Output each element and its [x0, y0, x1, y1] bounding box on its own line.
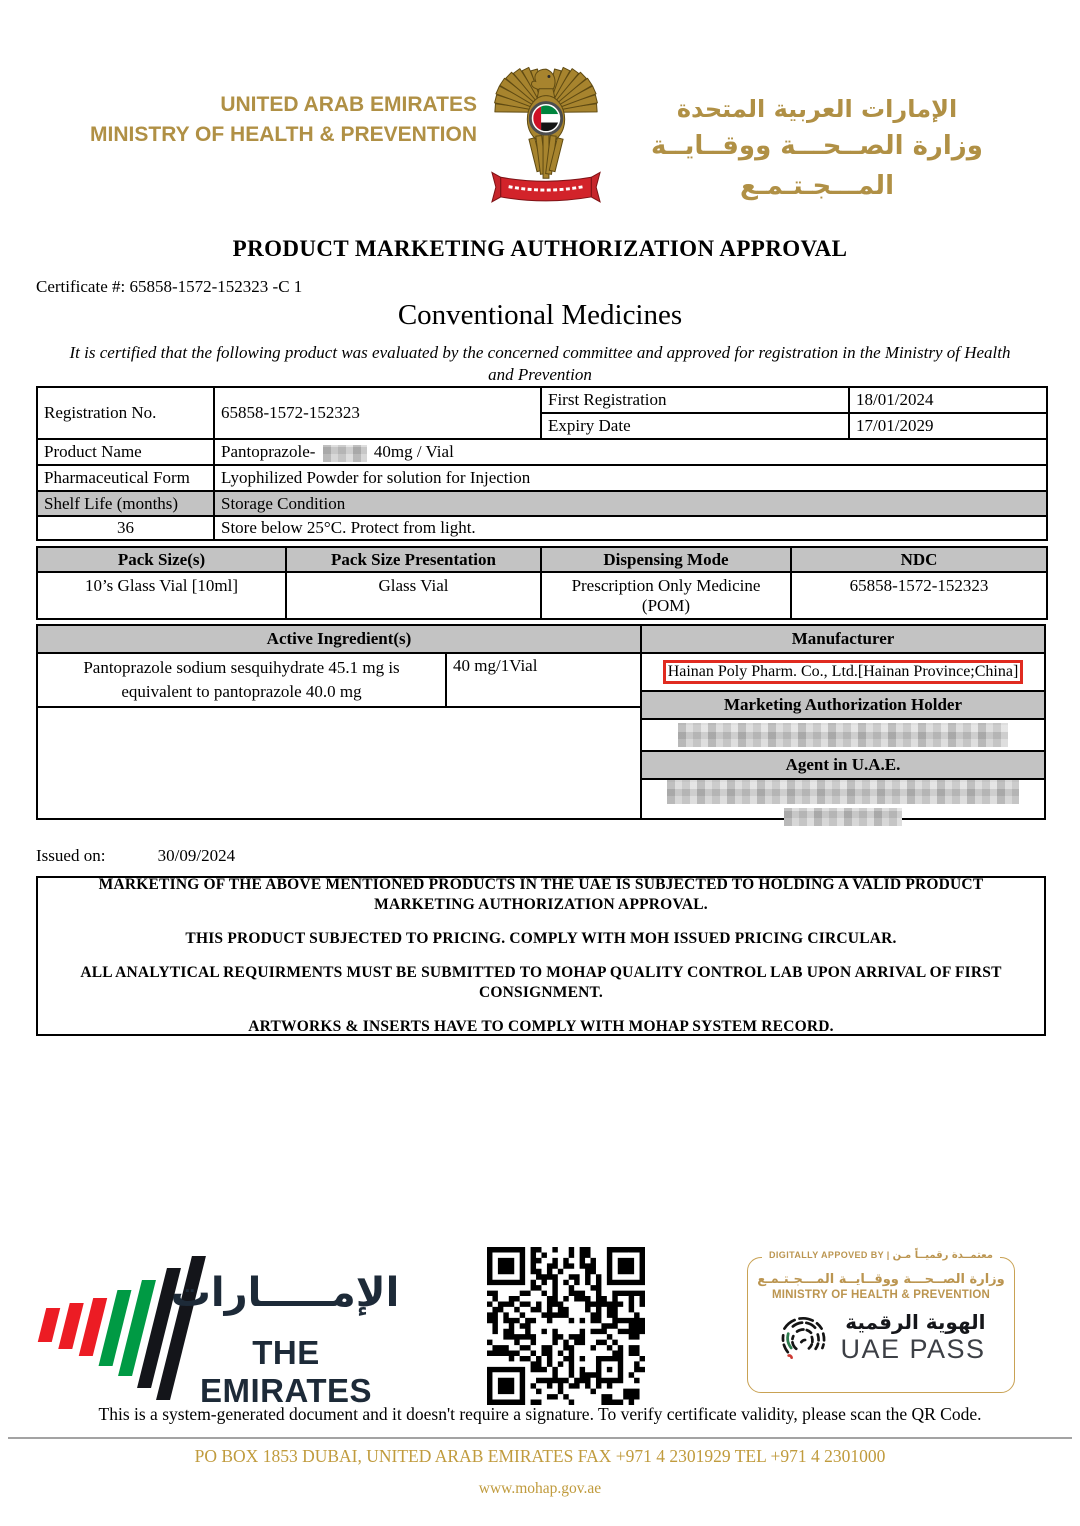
uae-falcon-emblem-icon: [487, 62, 605, 208]
shelf-life-label: Shelf Life (months): [37, 491, 214, 516]
first-registration-date: 18/01/2024: [849, 387, 1047, 413]
manufacturer-header: Manufacturer: [791, 629, 895, 648]
digitally-approved-en: DIGITALLY APPOVED BY: [769, 1250, 884, 1260]
pack-table: [36, 546, 1048, 620]
storage-condition-value: Store below 25°C. Protect from light.: [214, 516, 1047, 540]
ndc-header: NDC: [791, 547, 1047, 572]
emirates-logo-arabic: الإمـــــارات: [170, 1270, 400, 1316]
notice-marketing: MARKETING OF THE ABOVE MENTIONED PRODUCTS IN THE UAE IS SUBJECTED TO HOLDING A VALID PRODUCT MARKETING AUTHORIZATION APPROVAL.: [98, 876, 984, 913]
active-ingredients-header: Active Ingredient(s): [38, 626, 642, 652]
ingredients-manufacturer-table: [36, 624, 1046, 820]
uae-pass-badge: [747, 1250, 1015, 1393]
redacted-brand-name: [323, 445, 367, 462]
expiry-date-value: 17/01/2029: [849, 413, 1047, 439]
manufacturer-value-highlighted: Hainan Poly Pharm. Co., Ltd.[Hainan Province;China]: [663, 660, 1024, 684]
pack-presentation-value: Glass Vial: [286, 572, 541, 619]
notice-analytical: ALL ANALYTICAL REQUIRMENTS MUST BE SUBMITTED TO MOHAP QUALITY CONTROL LAB UPON ARRIVAL OF FIRST CONSIGNMENT.: [80, 964, 1002, 1001]
notice-pricing: THIS PRODUCT SUBJECTED TO PRICING. COMPLY WITH MOH ISSUED PRICING CIRCULAR.: [185, 930, 897, 947]
redacted-agent-line1: [667, 780, 1019, 804]
uae-pass-wordmark: UAE PASS: [840, 1334, 986, 1364]
category-title: Conventional Medicines: [397, 299, 683, 331]
notices-box: [36, 876, 1046, 1036]
ingredient-description: Pantoprazole sodium sesquihydrate 45.1 mg is equivalent to pantoprazole 40.0 mg: [38, 654, 447, 706]
pharmaceutical-form-label: Pharmaceutical Form: [37, 465, 214, 491]
pack-presentation-header: Pack Size Presentation: [286, 547, 541, 572]
the-emirates-logo: [40, 1248, 400, 1409]
redacted-agent-line2: [784, 808, 902, 826]
header-ministry-ar: وزارة الصــحـــة ووقــايــة المـــجـتـمـع: [651, 131, 983, 201]
shelf-life-value: 36: [37, 516, 214, 540]
ndc-value: 65858-1572-152323: [791, 572, 1047, 619]
empty-cell: [38, 708, 640, 818]
header-country-ar: الإمارات العربية المتحدة: [676, 95, 958, 123]
ministry-name-arabic: [612, 92, 1022, 206]
certification-statement: It is certified that the following product was evaluated by the concerned committee and approved for registration in the Ministry of Health and Prevention: [69, 343, 1011, 384]
header-country-en: UNITED ARAB EMIRATES: [220, 93, 477, 116]
digitally-approved-ar: معتمــدة رقميــاً مـن: [892, 1250, 993, 1261]
mah-value-redacted: [642, 720, 1044, 750]
issued-on-label: Issued on:: [36, 846, 106, 865]
registration-no-value: 65858-1572-152323: [214, 387, 541, 439]
pharmaceutical-form-value: Lyophilized Powder for solution for Injection: [214, 465, 1047, 491]
ministry-name-english: [55, 90, 477, 150]
certificate-number: Certificate #: 65858-1572-152323 -C 1: [36, 277, 303, 296]
label-divider: |: [886, 1250, 893, 1260]
dispensing-mode-header: Dispensing Mode: [541, 547, 791, 572]
fingerprint-icon: [776, 1310, 830, 1364]
qr-code: [487, 1247, 645, 1405]
badge-ministry-arabic: وزارة الصــحـــة ووقــايــة المـــجـتـمـع: [757, 1272, 1005, 1287]
badge-ministry-english: MINISTRY OF HEALTH & PREVENTION: [771, 1289, 991, 1301]
product-name-prefix: Pantoprazole-: [221, 442, 316, 461]
first-registration-label: First Registration: [541, 387, 849, 413]
dispensing-mode-value: Prescription Only Medicine (POM): [541, 572, 791, 619]
digitally-approved-label: [762, 1250, 1000, 1261]
issued-on-date: 30/09/2024: [157, 846, 236, 865]
mah-header: Marketing Authorization Holder: [642, 690, 1044, 720]
ingredient-strength: 40 mg/1Vial: [453, 656, 538, 675]
product-name-suffix: 40mg / Vial: [373, 442, 454, 461]
pack-size-value: 10’s Glass Vial [10ml]: [37, 572, 286, 619]
emirates-logo-english: THE EMIRATES: [199, 1334, 373, 1409]
redacted-mah-name: [678, 723, 1008, 747]
digital-identity-arabic: الهوية الرقمية: [845, 1310, 986, 1334]
footer-website: www.mohap.gov.ae: [478, 1480, 602, 1497]
pack-size-header: Pack Size(s): [37, 547, 286, 572]
certificate-tables: [36, 386, 1046, 820]
storage-condition-label: Storage Condition: [214, 491, 1047, 516]
agent-header: Agent in U.A.E.: [642, 750, 1044, 780]
expiry-date-label: Expiry Date: [541, 413, 849, 439]
page-title: PRODUCT MARKETING AUTHORIZATION APPROVAL: [232, 236, 848, 261]
footer-address: PO BOX 1853 DUBAI, UNITED ARAB EMIRATES FAX +971 4 2301929 TEL +971 4 2301000: [194, 1446, 886, 1466]
product-name-label: Product Name: [37, 439, 214, 465]
registration-table: [36, 386, 1048, 541]
notice-artworks: ARTWORKS & INSERTS HAVE TO COMPLY WITH MOHAP SYSTEM RECORD.: [248, 1018, 834, 1035]
registration-no-label: Registration No.: [37, 387, 214, 439]
product-name-value: [214, 439, 1047, 465]
header-ministry-en: MINISTRY OF HEALTH & PREVENTION: [90, 123, 477, 146]
issued-on: [36, 846, 235, 866]
footer-divider: [8, 1437, 1072, 1439]
system-generated-note: This is a system-generated document and it doesn't require a signature. To verify certificate validity, please scan the QR Code.: [98, 1404, 982, 1424]
agent-value-redacted: [642, 780, 1044, 826]
